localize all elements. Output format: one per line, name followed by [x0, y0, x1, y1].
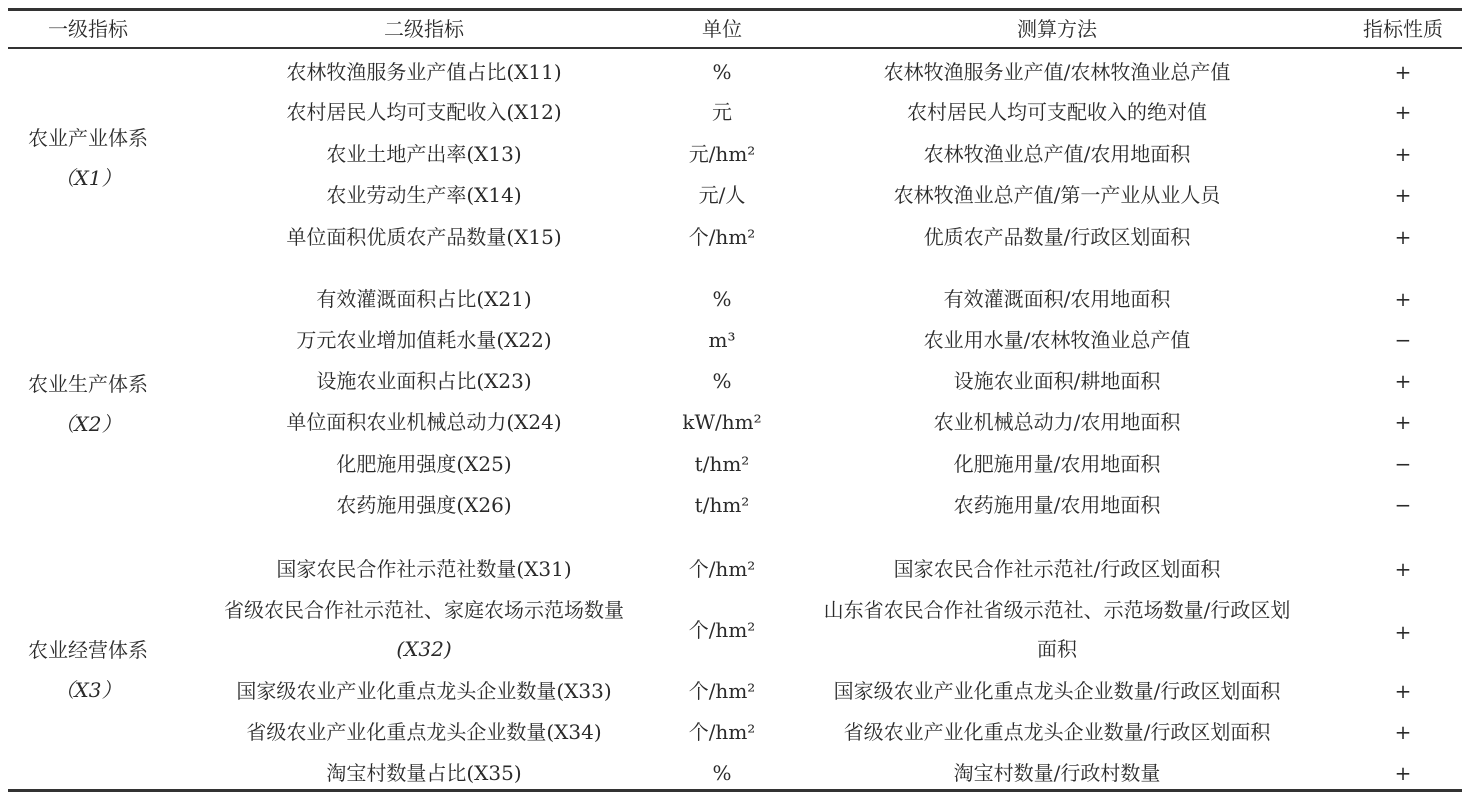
unit-cell: 个/hm²: [688, 618, 756, 642]
indicator-line: (X32): [396, 637, 452, 661]
group-1-category: [28, 118, 148, 198]
nature-cell: +: [1394, 225, 1412, 249]
indicator-cell: 设施农业面积占比(X23): [316, 369, 532, 393]
method-cell: 农业用水量/农林牧渔业总产值: [923, 328, 1191, 352]
nature-cell: +: [1394, 679, 1412, 703]
indicator-cell: 淘宝村数量占比(X35): [326, 761, 522, 785]
group-3-code: （X3）: [54, 678, 122, 702]
nature-cell: +: [1394, 287, 1412, 311]
unit-cell: m³: [708, 328, 736, 352]
nature-cell: +: [1394, 761, 1412, 785]
indicator-cell: 农村居民人均可支配收入(X12): [286, 100, 562, 124]
indicator-cell: 农业土地产出率(X13): [326, 142, 522, 166]
unit-cell: %: [712, 369, 732, 393]
indicator-cell: 农林牧渔服务业产值占比(X11): [286, 60, 562, 84]
method-cell: 国家级农业产业化重点龙头企业数量/行政区划面积: [833, 679, 1281, 703]
group-1-name: 农业产业体系: [28, 126, 148, 150]
unit-cell: kW/hm²: [682, 410, 762, 434]
method-cell: 设施农业面积/耕地面积: [953, 369, 1161, 393]
bottom-rule: [8, 789, 1462, 792]
nature-cell: +: [1394, 720, 1412, 744]
nature-cell: +: [1394, 60, 1412, 84]
nature-cell: +: [1394, 410, 1412, 434]
group-2-code: （X2）: [54, 412, 122, 436]
method-cell: 农业机械总动力/农用地面积: [933, 410, 1181, 434]
method-cell: 农药施用量/农用地面积: [953, 493, 1161, 517]
group-2-name: 农业生产体系: [28, 372, 148, 396]
nature-cell: +: [1394, 100, 1412, 124]
nature-cell: −: [1394, 328, 1412, 352]
indicator-cell: 化肥施用强度(X25): [336, 452, 512, 476]
unit-cell: 元: [712, 100, 732, 124]
unit-cell: 个/hm²: [688, 720, 756, 744]
unit-cell: 元/hm²: [688, 142, 756, 166]
method-cell: 有效灌溉面积/农用地面积: [943, 287, 1171, 311]
group-3-name: 农业经营体系: [28, 638, 148, 662]
indicator-cell: 万元农业增加值耗水量(X22): [296, 328, 552, 352]
indicator-cell: 单位面积优质农产品数量(X15): [286, 225, 562, 249]
indicator-cell: 农药施用强度(X26): [336, 493, 512, 517]
nature-cell: +: [1394, 557, 1412, 581]
header-level2: 二级指标: [384, 17, 464, 41]
unit-cell: 元/人: [698, 183, 746, 207]
method-cell: 农林牧渔业总产值/农用地面积: [923, 142, 1191, 166]
group-3-category: [28, 630, 148, 710]
header-rule: [8, 47, 1462, 49]
method-cell: 优质农产品数量/行政区划面积: [923, 225, 1191, 249]
header-method: 测算方法: [1017, 17, 1097, 41]
indicator-cell: 农业劳动生产率(X14): [326, 183, 522, 207]
method-line: 面积: [1037, 637, 1077, 661]
indicator-line: 省级农民合作社示范社、家庭农场示范场数量: [224, 598, 624, 622]
method-cell: 化肥施用量/农用地面积: [953, 452, 1161, 476]
unit-cell: 个/hm²: [688, 225, 756, 249]
unit-cell: %: [712, 60, 732, 84]
nature-cell: +: [1394, 369, 1412, 393]
indicator-cell: 有效灌溉面积占比(X21): [316, 287, 532, 311]
nature-cell: −: [1394, 493, 1412, 517]
group-2-category: [28, 364, 148, 444]
group-1-code: （X1）: [54, 166, 122, 190]
top-rule: [8, 8, 1462, 11]
method-cell: 省级农业产业化重点龙头企业数量/行政区划面积: [843, 720, 1271, 744]
nature-cell: +: [1394, 183, 1412, 207]
unit-cell: 个/hm²: [688, 557, 756, 581]
header-nature: 指标性质: [1363, 17, 1443, 41]
method-cell: 农村居民人均可支配收入的绝对值: [907, 100, 1207, 124]
nature-cell: +: [1394, 620, 1412, 644]
indicator-cell: [224, 591, 624, 669]
method-line: 山东省农民合作社省级示范社、示范场数量/行政区划: [823, 598, 1291, 622]
unit-cell: 个/hm²: [688, 679, 756, 703]
nature-cell: +: [1394, 142, 1412, 166]
unit-cell: %: [712, 287, 732, 311]
method-cell: 淘宝村数量/行政村数量: [953, 761, 1161, 785]
unit-cell: t/hm²: [694, 452, 750, 476]
header-unit: 单位: [702, 17, 742, 41]
indicator-cell: 省级农业产业化重点龙头企业数量(X34): [246, 720, 602, 744]
unit-cell: %: [712, 761, 732, 785]
method-cell: 农林牧渔业总产值/第一产业从业人员: [893, 183, 1221, 207]
method-cell: 国家农民合作社示范社/行政区划面积: [893, 557, 1221, 581]
indicator-cell: 国家农民合作社示范社数量(X31): [276, 557, 572, 581]
nature-cell: −: [1394, 452, 1412, 476]
header-level1: 一级指标: [48, 17, 128, 41]
indicator-cell: 国家级农业产业化重点龙头企业数量(X33): [236, 679, 612, 703]
method-cell: [824, 591, 1291, 669]
indicator-cell: 单位面积农业机械总动力(X24): [286, 410, 562, 434]
unit-cell: t/hm²: [694, 493, 750, 517]
method-cell: 农林牧渔服务业产值/农林牧渔业总产值: [883, 60, 1231, 84]
